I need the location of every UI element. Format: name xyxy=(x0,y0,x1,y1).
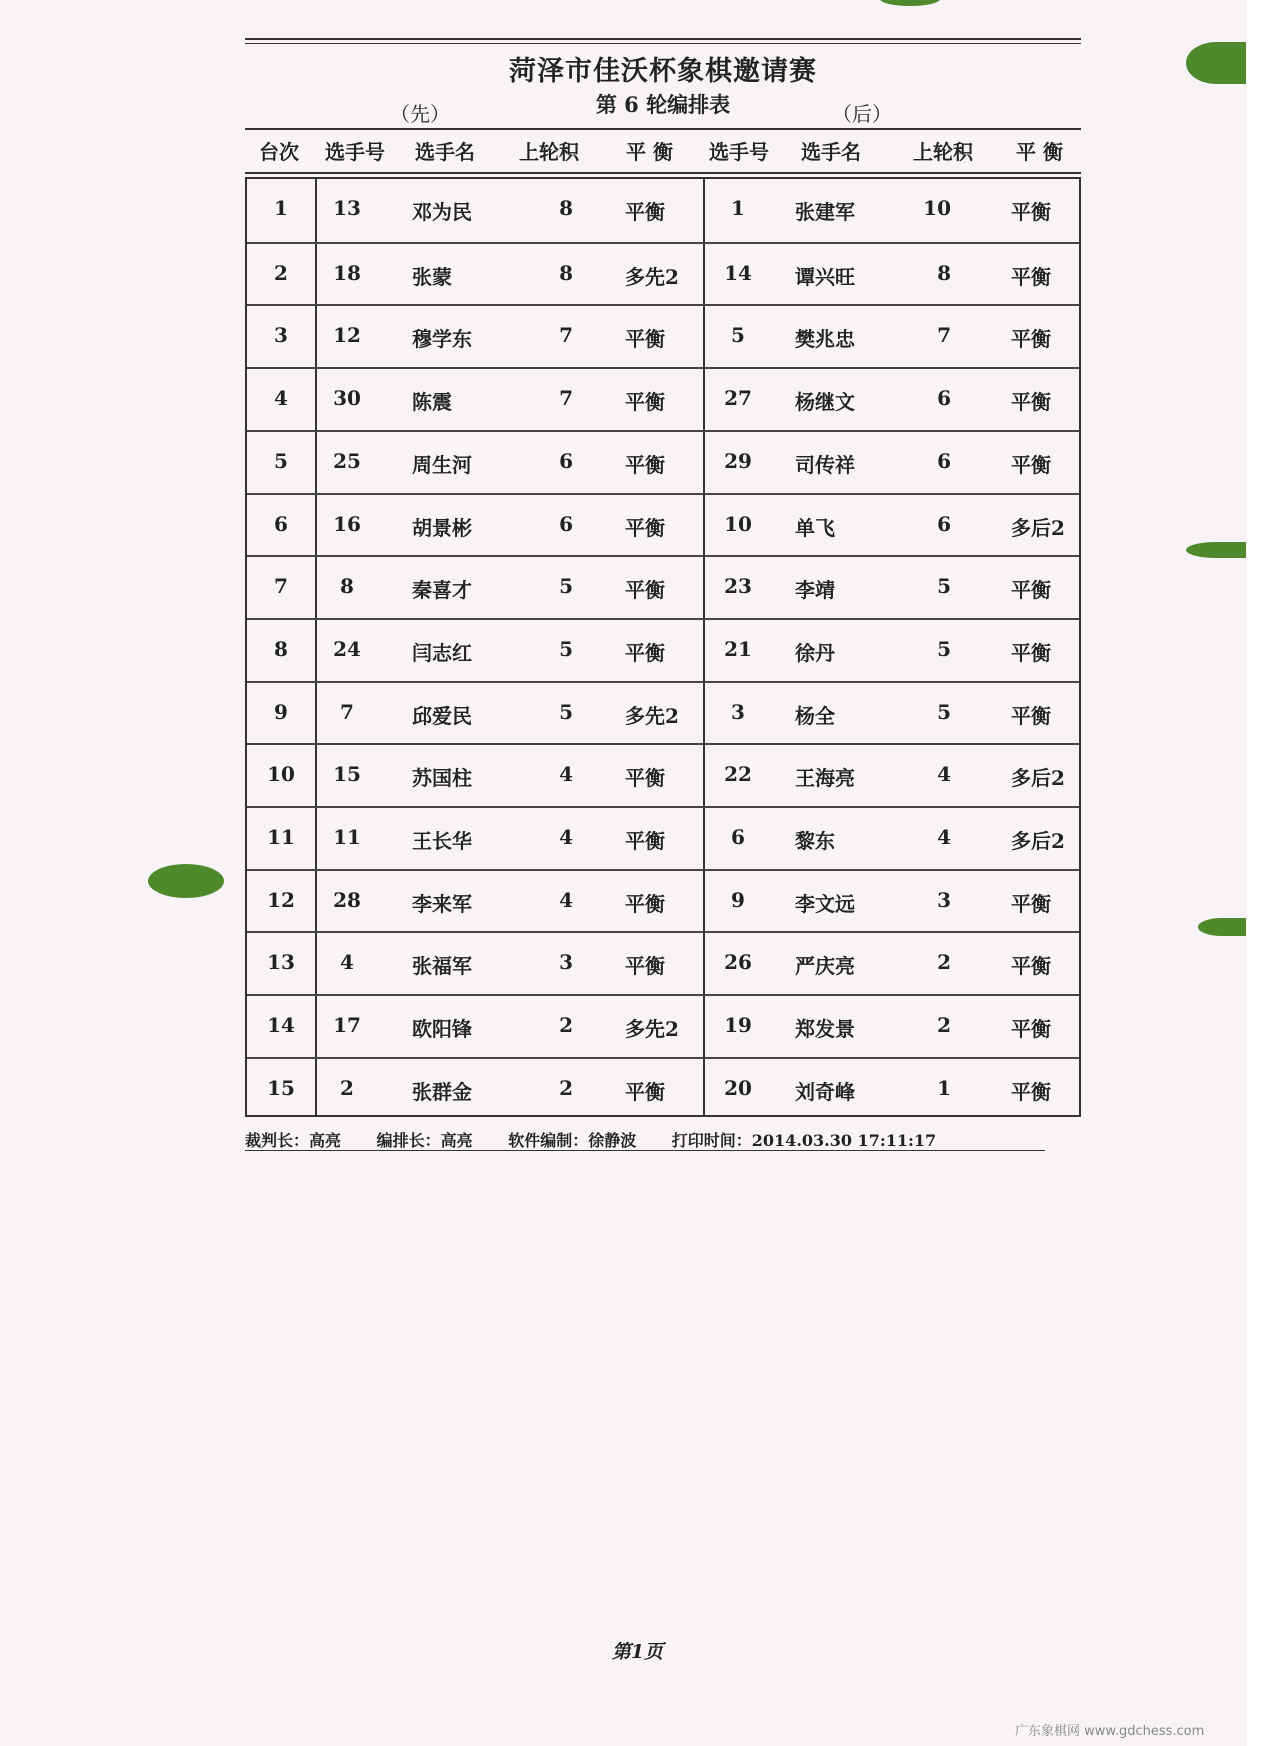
cell-first-balance: 平衡 xyxy=(625,1079,665,1104)
cell-second-prev-score: 7 xyxy=(937,323,951,348)
cell-second-player-no: 20 xyxy=(724,1075,752,1100)
cell-first-player-no: 25 xyxy=(333,448,361,473)
cell-second-prev-score: 3 xyxy=(937,887,951,912)
ink-spot xyxy=(148,864,224,898)
cell-first-player-name: 陈震 xyxy=(412,390,452,415)
cell-first-balance: 平衡 xyxy=(625,829,665,853)
print-time: 打印时间：2014.03.30 17:11:17 xyxy=(671,1131,937,1150)
cell-first-balance: 多先2 xyxy=(625,703,679,728)
cell-second-player-no: 1 xyxy=(731,196,745,220)
cell-second-player-no: 22 xyxy=(724,762,752,787)
table-row xyxy=(247,994,1079,1057)
cell-first-prev-score: 5 xyxy=(559,574,573,599)
cell-second-player-no: 9 xyxy=(731,887,745,912)
cell-table-no: 5 xyxy=(274,448,288,473)
cell-second-player-no: 29 xyxy=(724,448,752,473)
cell-second-prev-score: 4 xyxy=(937,762,951,787)
table-row xyxy=(247,1057,1079,1120)
cell-second-prev-score: 6 xyxy=(937,511,951,536)
cell-second-player-name: 刘奇峰 xyxy=(795,1079,855,1104)
table-row xyxy=(247,304,1079,367)
cell-second-balance: 平衡 xyxy=(1011,264,1051,289)
cell-first-prev-score: 8 xyxy=(559,196,573,220)
cell-second-prev-score: 2 xyxy=(937,1013,951,1038)
cell-second-balance: 平衡 xyxy=(1011,954,1051,979)
cell-second-balance: 平衡 xyxy=(1011,200,1051,224)
header-balance: 平 衡 xyxy=(626,140,673,164)
cell-first-balance: 多先2 xyxy=(625,264,679,289)
cell-table-no: 7 xyxy=(274,574,288,599)
cell-first-player-name: 秦喜才 xyxy=(412,578,472,603)
cell-second-player-name: 王海亮 xyxy=(795,766,855,791)
cell-second-player-no: 3 xyxy=(731,699,745,724)
cell-first-prev-score: 8 xyxy=(559,260,573,285)
cell-first-balance: 平衡 xyxy=(625,452,665,477)
header-table-no: 台次 xyxy=(259,140,299,164)
cell-first-player-name: 苏国柱 xyxy=(412,766,472,791)
cell-first-prev-score: 3 xyxy=(559,950,573,975)
cell-first-player-name: 闫志红 xyxy=(412,640,472,665)
cell-second-balance: 平衡 xyxy=(1011,452,1051,477)
cell-second-prev-score: 2 xyxy=(937,950,951,975)
header-player-no: 选手号 xyxy=(325,140,385,164)
cell-second-balance: 多后2 xyxy=(1011,515,1065,540)
header-rule-bottom xyxy=(245,172,1081,174)
top-rule-thin xyxy=(245,43,1081,44)
table-row xyxy=(247,681,1079,744)
header-rule xyxy=(245,128,1081,130)
top-rule xyxy=(245,38,1081,40)
cell-table-no: 4 xyxy=(274,386,288,411)
cell-first-player-name: 穆学东 xyxy=(412,327,472,352)
table-row xyxy=(247,555,1079,618)
table-row xyxy=(247,806,1079,869)
ink-spot xyxy=(1198,918,1246,936)
cell-second-balance: 平衡 xyxy=(1011,327,1051,352)
cell-second-prev-score: 10 xyxy=(923,196,951,220)
table-row xyxy=(247,430,1079,493)
page-number: 第1页 xyxy=(611,1641,664,1663)
cell-first-prev-score: 5 xyxy=(559,699,573,724)
cell-first-player-no: 12 xyxy=(333,323,361,348)
cell-table-no: 11 xyxy=(267,825,295,849)
cell-second-player-name: 李靖 xyxy=(795,578,835,603)
cell-first-balance: 平衡 xyxy=(625,954,665,979)
cell-second-player-no: 19 xyxy=(724,1013,752,1038)
cell-first-balance: 平衡 xyxy=(625,515,665,540)
table-row xyxy=(247,743,1079,806)
cell-first-balance: 平衡 xyxy=(625,327,665,352)
ink-spot xyxy=(1186,42,1246,84)
cell-second-player-name: 张建军 xyxy=(795,200,855,224)
cell-table-no: 6 xyxy=(274,511,288,536)
cell-second-balance: 平衡 xyxy=(1011,640,1051,665)
table-row xyxy=(247,179,1079,242)
cell-first-player-name: 邓为民 xyxy=(412,200,472,224)
cell-second-player-name: 黎东 xyxy=(795,829,835,853)
cell-second-player-no: 14 xyxy=(724,260,752,285)
header-prev-score-2: 上轮积 xyxy=(913,140,973,164)
table-row xyxy=(247,618,1079,681)
cell-first-balance: 平衡 xyxy=(625,640,665,665)
watermark: 广东象棋网 www.gdchess.com xyxy=(1015,1724,1205,1739)
cell-second-prev-score: 5 xyxy=(937,574,951,599)
cell-first-player-no: 2 xyxy=(340,1075,354,1100)
cell-table-no: 15 xyxy=(267,1075,295,1100)
cell-second-player-name: 单飞 xyxy=(795,515,835,540)
cell-first-player-no: 30 xyxy=(333,386,361,411)
cell-first-player-name: 张群金 xyxy=(412,1079,472,1104)
cell-second-balance: 平衡 xyxy=(1011,891,1051,916)
side-last-label: （后） xyxy=(832,102,892,126)
cell-first-balance: 平衡 xyxy=(625,200,665,224)
cell-first-player-no: 28 xyxy=(333,887,361,912)
table-row xyxy=(247,869,1079,932)
cell-second-player-no: 5 xyxy=(731,323,745,348)
cell-second-prev-score: 6 xyxy=(937,448,951,473)
cell-second-player-name: 李文远 xyxy=(795,891,855,916)
cell-table-no: 2 xyxy=(274,260,288,285)
cell-second-prev-score: 8 xyxy=(937,260,951,285)
document-title: 菏泽市佳沃杯象棋邀请赛 xyxy=(509,56,817,87)
cell-table-no: 10 xyxy=(267,762,295,787)
cell-second-prev-score: 5 xyxy=(937,636,951,661)
table-row xyxy=(247,493,1079,556)
cell-first-balance: 平衡 xyxy=(625,578,665,603)
header-player-name: 选手名 xyxy=(415,140,475,164)
cell-first-player-name: 张蒙 xyxy=(412,264,452,289)
cell-first-prev-score: 4 xyxy=(559,887,573,912)
cell-second-player-name: 谭兴旺 xyxy=(795,264,855,289)
cell-first-prev-score: 6 xyxy=(559,511,573,536)
cell-first-player-name: 张福军 xyxy=(412,954,472,979)
cell-second-player-no: 6 xyxy=(731,825,745,849)
paper-edge xyxy=(1247,0,1275,1746)
cell-first-player-no: 7 xyxy=(340,699,354,724)
table-row xyxy=(247,931,1079,994)
header-balance-2: 平 衡 xyxy=(1016,140,1063,164)
cell-second-balance: 平衡 xyxy=(1011,1017,1051,1042)
cell-first-prev-score: 2 xyxy=(559,1013,573,1038)
cell-second-balance: 平衡 xyxy=(1011,390,1051,415)
cell-first-balance: 平衡 xyxy=(625,766,665,791)
cell-first-player-no: 4 xyxy=(340,950,354,975)
cell-first-balance: 多先2 xyxy=(625,1017,679,1042)
cell-first-player-no: 8 xyxy=(340,574,354,599)
cell-first-prev-score: 5 xyxy=(559,636,573,661)
cell-second-player-name: 杨继文 xyxy=(795,390,855,415)
cell-first-player-no: 11 xyxy=(333,825,361,849)
cell-second-prev-score: 1 xyxy=(937,1075,951,1100)
cell-second-balance: 多后2 xyxy=(1011,829,1065,853)
table-header xyxy=(245,136,1081,170)
chief-referee: 裁判长：高亮 xyxy=(245,1131,342,1150)
cell-table-no: 13 xyxy=(267,950,295,975)
cell-first-player-name: 胡景彬 xyxy=(412,515,472,540)
cell-table-no: 1 xyxy=(274,196,288,220)
cell-second-player-name: 徐丹 xyxy=(795,640,835,665)
cell-first-player-name: 李来军 xyxy=(412,891,472,916)
table-row xyxy=(247,242,1079,305)
cell-second-player-name: 杨全 xyxy=(795,703,835,728)
cell-second-player-no: 23 xyxy=(724,574,752,599)
cell-table-no: 8 xyxy=(274,636,288,661)
software-credit: 软件编制：徐静波 xyxy=(508,1131,637,1150)
header-player-name-2: 选手名 xyxy=(801,140,861,164)
cell-second-balance: 平衡 xyxy=(1011,703,1051,728)
cell-second-player-name: 严庆亮 xyxy=(795,954,855,979)
cell-table-no: 14 xyxy=(267,1013,295,1038)
table-row xyxy=(247,367,1079,430)
cell-first-prev-score: 7 xyxy=(559,323,573,348)
cell-table-no: 9 xyxy=(274,699,288,724)
cell-first-balance: 平衡 xyxy=(625,390,665,415)
cell-first-prev-score: 7 xyxy=(559,386,573,411)
header-player-no-2: 选手号 xyxy=(709,140,769,164)
cell-second-player-no: 26 xyxy=(724,950,752,975)
cell-first-player-name: 王长华 xyxy=(412,829,472,853)
cell-second-balance: 平衡 xyxy=(1011,578,1051,603)
header-prev-score: 上轮积 xyxy=(519,140,579,164)
round-subtitle: 第 6 轮编排表 xyxy=(595,92,731,117)
cell-second-player-name: 郑发景 xyxy=(795,1017,855,1042)
cell-second-prev-score: 6 xyxy=(937,386,951,411)
cell-first-player-no: 16 xyxy=(333,511,361,536)
cell-second-player-no: 21 xyxy=(724,636,752,661)
side-first-label: （先） xyxy=(390,102,450,126)
cell-first-player-no: 24 xyxy=(333,636,361,661)
cell-first-player-no: 18 xyxy=(333,260,361,285)
cell-second-player-name: 司传祥 xyxy=(795,452,855,477)
pairing-table xyxy=(245,177,1081,1117)
cell-first-player-name: 周生河 xyxy=(412,452,472,477)
cell-second-player-no: 10 xyxy=(724,511,752,536)
cell-second-prev-score: 4 xyxy=(937,825,951,849)
cell-first-player-no: 15 xyxy=(333,762,361,787)
cell-first-prev-score: 6 xyxy=(559,448,573,473)
cell-table-no: 12 xyxy=(267,887,295,912)
ink-spot xyxy=(1186,542,1246,558)
cell-first-player-no: 17 xyxy=(333,1013,361,1038)
cell-first-prev-score: 2 xyxy=(559,1075,573,1100)
cell-second-player-name: 樊兆忠 xyxy=(795,327,855,352)
chief-arranger: 编排长：高亮 xyxy=(376,1131,473,1150)
ink-spot xyxy=(880,0,940,6)
cell-second-prev-score: 5 xyxy=(937,699,951,724)
cell-first-player-name: 邱爱民 xyxy=(412,703,472,728)
cell-first-prev-score: 4 xyxy=(559,762,573,787)
cell-first-balance: 平衡 xyxy=(625,891,665,916)
cell-second-balance: 多后2 xyxy=(1011,766,1065,791)
cell-first-player-name: 欧阳锋 xyxy=(412,1017,472,1042)
cell-first-player-no: 13 xyxy=(333,196,361,220)
cell-table-no: 3 xyxy=(274,323,288,348)
cell-second-balance: 平衡 xyxy=(1011,1079,1051,1104)
cell-second-player-no: 27 xyxy=(724,386,752,411)
cell-first-prev-score: 4 xyxy=(559,825,573,849)
footer xyxy=(245,1128,1045,1151)
